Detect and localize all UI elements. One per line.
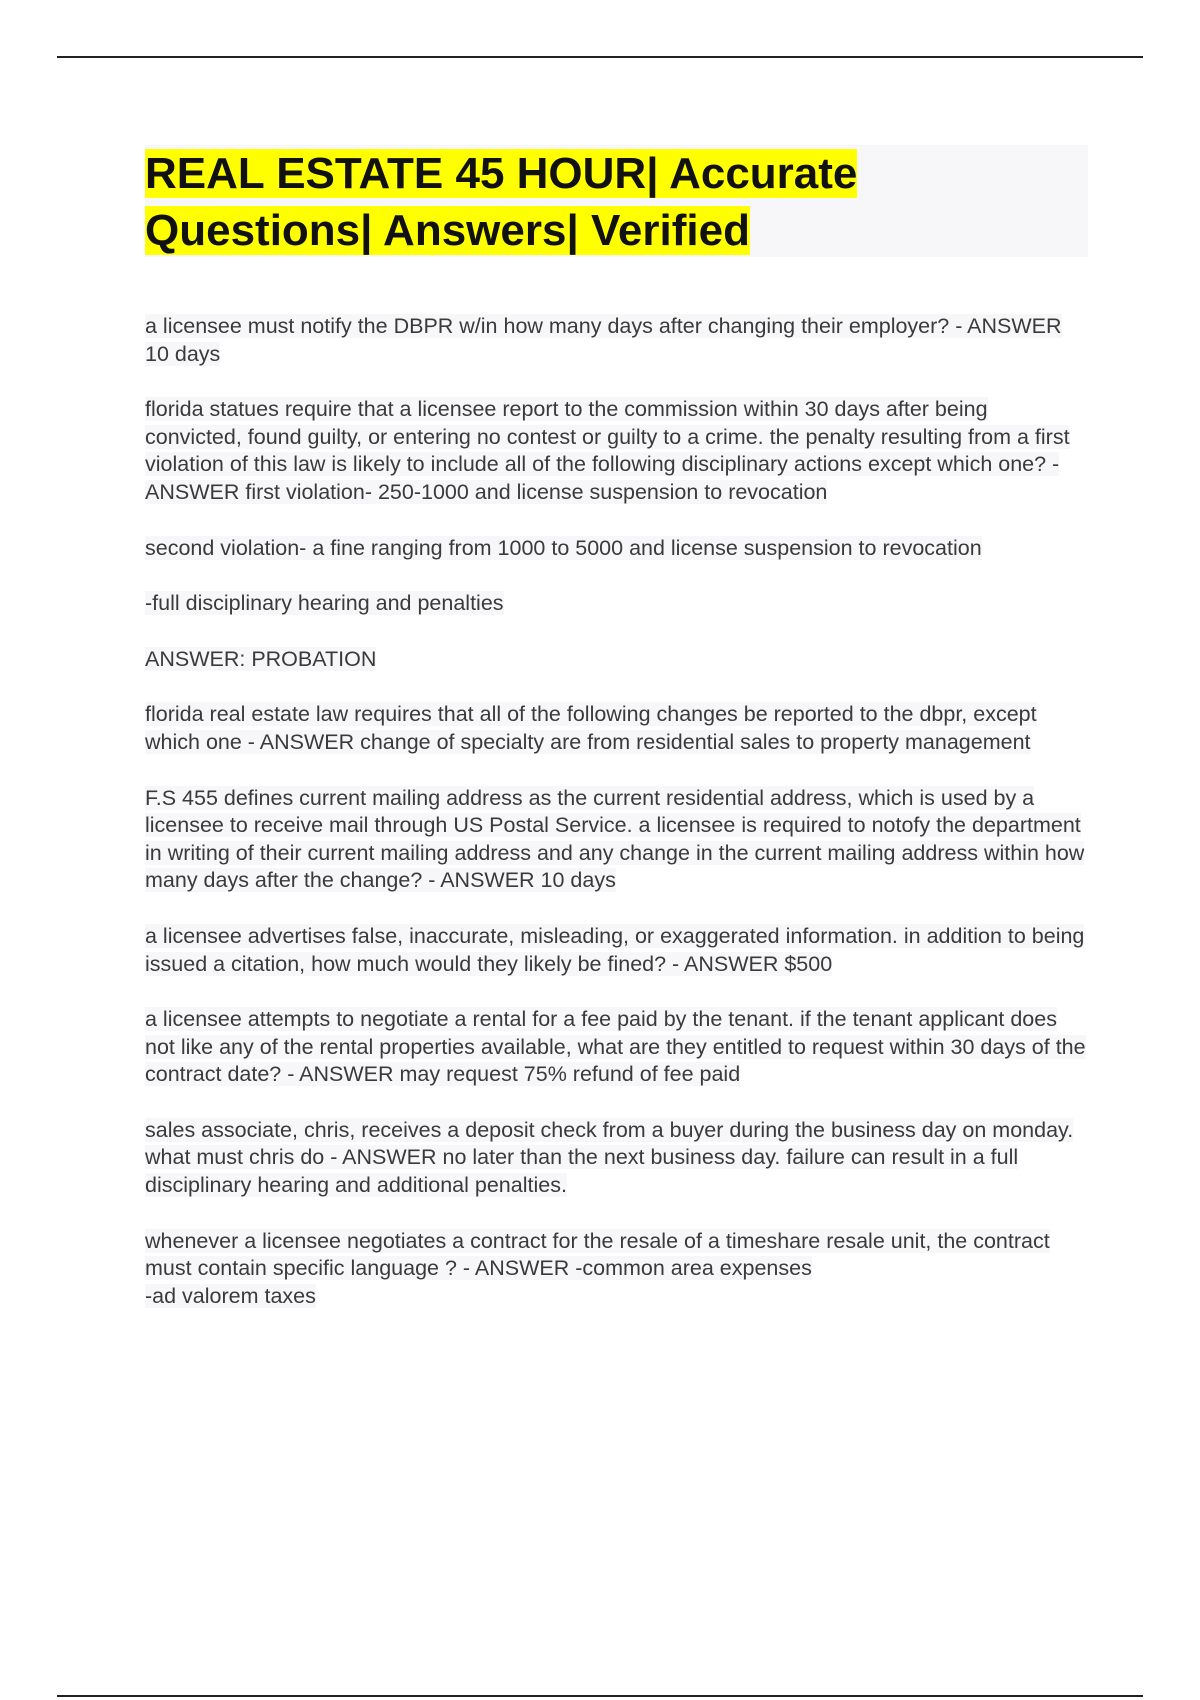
document-title (145, 145, 1088, 259)
paragraph: F.S 455 defines current mailing address as the current residential address, which is used by a licensee to receive mail through US Postal Service. a licensee is required to notofy the department in writing of their current mailing address and any change in the current mailing address within how many days after the change? - ANSWER 10 days (145, 785, 1085, 893)
paragraph: -full disciplinary hearing and penalties (145, 591, 504, 616)
paragraph: florida real estate law requires that all of the following changes be reported to the dbpr, except which one - ANSWER change of specialty are from residential sales to property management (145, 702, 1037, 754)
bottom-rule (57, 1695, 1143, 1697)
paragraph: ANSWER: PROBATION (145, 646, 377, 671)
paragraph: florida statues require that a licensee report to the commission within 30 days after being convicted, found guilty, or entering no contest or guilty to a crime. the penalty resulting from a first violation of this law is likely to include all of the following disciplinary actions except which one? - ANSWER first violation- 250-1000 and license suspension to revocation (145, 397, 1070, 504)
document-body (145, 313, 1090, 1338)
top-rule (57, 56, 1143, 58)
paragraph-line: whenever a licensee negotiates a contract for the resale of a timeshare resale unit, the contract must contain specific language ? - ANSWER -common area expenses (145, 1228, 1050, 1281)
title-line-2: Questions| Answers| Verified (145, 206, 750, 255)
title-line-1: REAL ESTATE 45 HOUR| Accurate (145, 149, 858, 198)
paragraph: second violation- a fine ranging from 1000 to 5000 and license suspension to revocation (145, 535, 982, 560)
paragraph: a licensee must notify the DBPR w/in how many days after changing their employer? - ANSWER 10 days (145, 314, 1062, 366)
paragraph: a licensee advertises false, inaccurate, misleading, or exaggerated information. in addition to being issued a citation, how much would they likely be fined? - ANSWER $500 (145, 923, 1085, 976)
paragraph-line: -ad valorem taxes (145, 1283, 316, 1308)
paragraph (145, 1228, 1090, 1311)
paragraph: a licensee attempts to negotiate a rental for a fee paid by the tenant. if the tenant applicant does not like any of the rental properties available, what are they entitled to request within 30 days of the contract date? - ANSWER may request 75% refund of fee paid (145, 1007, 1086, 1087)
paragraph: sales associate, chris, receives a deposit check from a buyer during the business day on monday. what must chris do - ANSWER no later than the next business day. failure can result in a full disciplinary hearing and additional penalties. (145, 1117, 1074, 1198)
title-block (145, 145, 1088, 257)
